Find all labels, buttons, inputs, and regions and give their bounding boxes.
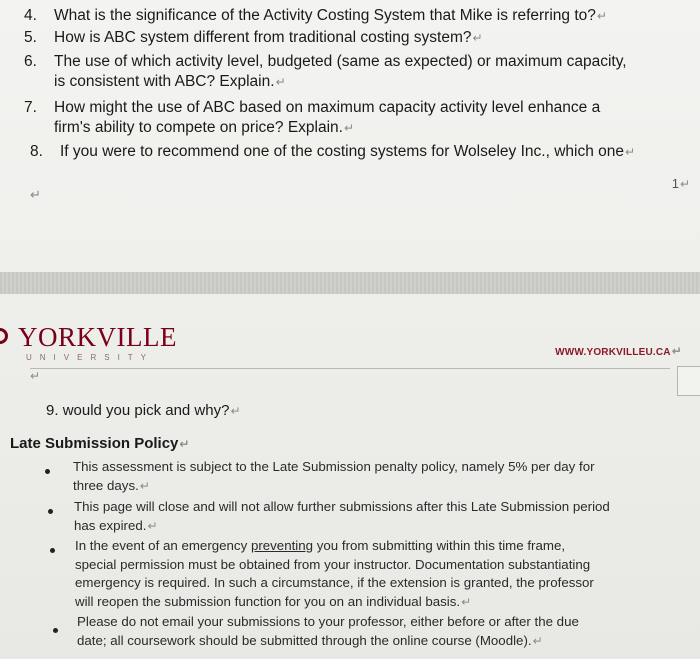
return-mark-icon: ↵ — [679, 177, 690, 191]
question-text: If you were to recommend one of the costing systems for Wolseley Inc., which one — [60, 143, 625, 160]
policy-line: emergency is required. In such a circumstance, if the extension is granted, the professor — [75, 575, 594, 590]
return-mark-icon: ↵ — [179, 437, 190, 451]
policy-line: will reopen the submission function for you on an individual basis. — [75, 593, 461, 609]
return-mark-icon: ↵ — [596, 9, 607, 23]
return-mark-icon: ↵ — [275, 75, 286, 89]
underlined-word: preventing — [250, 538, 314, 553]
policy-item — [74, 498, 610, 535]
policy-item — [77, 613, 579, 650]
question-text-line: The use of which activity level, budgeted (same as expected) or maximum capacity, — [54, 53, 627, 70]
question-number: 4. — [24, 7, 37, 24]
question-text: What is the significance of the Activity Costing System that Mike is referring to? — [54, 7, 596, 24]
policy-heading: Late Submission Policy↵ — [10, 435, 190, 452]
return-mark-icon: ↵ — [625, 145, 636, 159]
bullet-icon — [45, 469, 50, 474]
website-url: WWW.YORKVILLEU.CA↵ — [555, 344, 682, 358]
page-break — [0, 272, 700, 294]
logo-subtitle: UNIVERSITY — [26, 353, 155, 362]
policy-line: date; all coursework should be submitted through the online course (Moodle). — [77, 632, 532, 648]
policy-line: This assessment is subject to the Late Submission penalty policy, namely 5% per day for — [73, 459, 595, 474]
question-number: 9. — [46, 402, 59, 419]
question-number: 6. — [24, 53, 37, 70]
policy-line: Please do not email your submissions to your professor, either before or after the due — [77, 614, 579, 629]
return-mark-icon: ↵ — [30, 187, 41, 202]
return-mark-icon: ↵ — [671, 344, 682, 358]
return-mark-icon: ↵ — [472, 31, 483, 45]
question-number: 8. — [30, 143, 43, 160]
question-text: would you pick and why? — [62, 402, 230, 419]
bullet-icon — [53, 628, 58, 633]
bullet-icon — [50, 548, 55, 553]
return-mark-icon: ↵ — [532, 633, 543, 648]
header-divider — [30, 368, 670, 369]
policy-line: special permission must be obtained from your instructor. Documentation substantiating — [75, 556, 591, 572]
question-text-line: How might the use of ABC based on maximum capacity activity level enhance a — [54, 99, 601, 116]
question-text-line: is consistent with ABC? Explain. — [54, 73, 275, 90]
return-mark-icon: ↵ — [139, 478, 150, 493]
return-mark-icon: ↵ — [461, 594, 472, 609]
return-mark-icon: ↵ — [147, 518, 158, 533]
page-number: 1↵ — [671, 176, 690, 191]
question-text-line: firm's ability to compete on price? Explain. — [54, 119, 343, 136]
policy-line: three days. — [73, 477, 139, 493]
policy-item — [73, 458, 595, 495]
question-number: 5. — [24, 29, 37, 46]
return-mark-icon: ↵ — [230, 404, 241, 418]
text-box-frame — [677, 366, 700, 396]
logo-name: YORKVILLE — [18, 322, 177, 352]
bullet-icon — [48, 509, 53, 514]
policy-item: In the event of an emergency preventing you from submitting within this time frame, special permission must be obtained from your instructor. Documentation substantiating emergency is required. In such a circumstance, if the extension is granted, the professor will reopen the submission function for you on an individual basis.↵ — [75, 538, 594, 609]
return-mark-icon: ↵ — [343, 121, 355, 135]
question-number: 7. — [24, 99, 37, 116]
policy-line: This page will close and will not allow further submissions after this Late Submission period — [74, 499, 610, 514]
question-9 — [46, 402, 241, 419]
return-mark-icon: ↵ — [30, 369, 41, 383]
question-text: How is ABC system different from traditional costing system? — [54, 29, 472, 46]
policy-line: has expired. — [74, 517, 147, 533]
